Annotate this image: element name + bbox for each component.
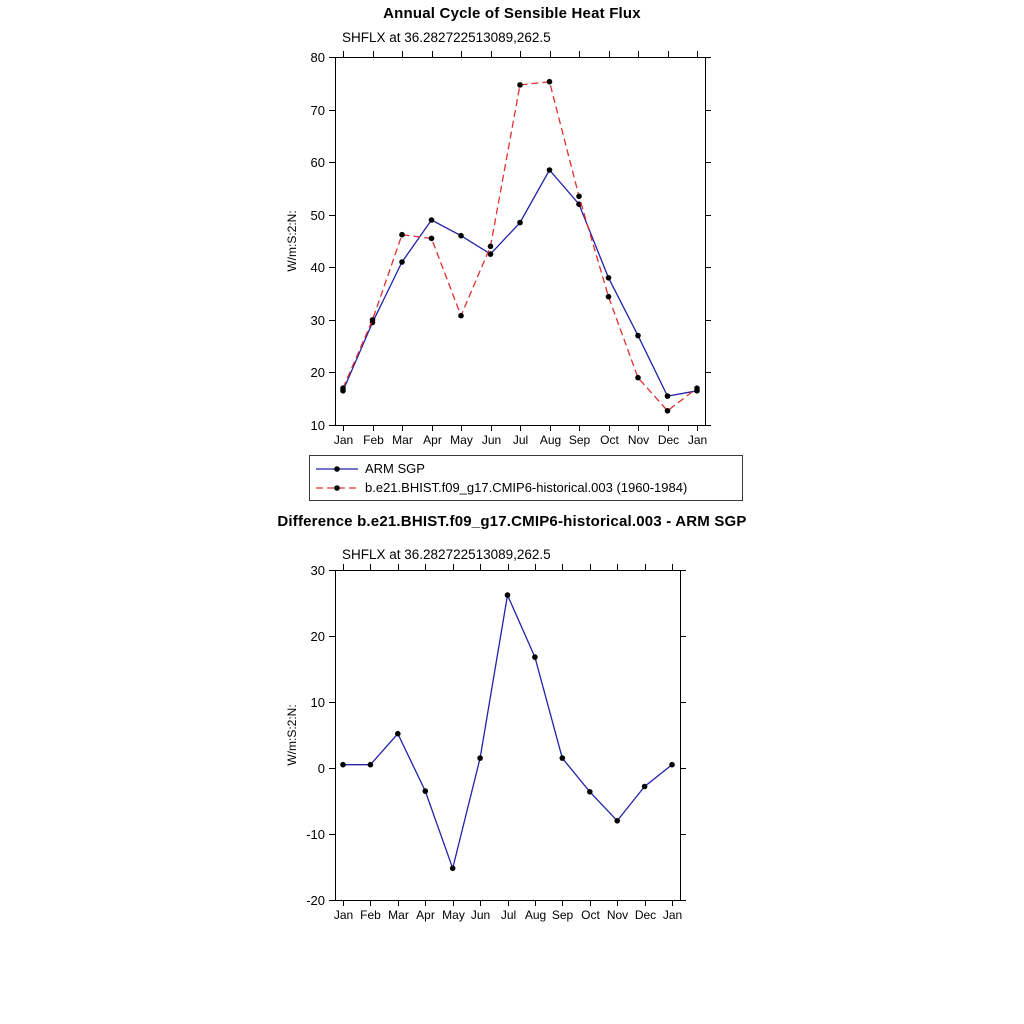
chart1-title: Annual Cycle of Sensible Heat Flux [383, 5, 641, 22]
y-tick-label: 50 [310, 208, 325, 223]
y-tick-label: -20 [306, 893, 325, 908]
y-tick-label: -10 [306, 827, 325, 842]
x-tick-label: Oct [581, 908, 600, 922]
x-tick-label: Jan [687, 433, 708, 447]
series-markers-1 [340, 79, 700, 414]
x-tick-label: Oct [600, 433, 619, 447]
legend-label-arm-sgp: ARM SGP [365, 461, 425, 476]
x-tick-label: Dec [634, 908, 657, 922]
x-tick-label: Nov [606, 908, 629, 922]
y-tick-label: 0 [317, 761, 325, 776]
y-axis-label: W/m:S:2:N: [285, 210, 299, 272]
x-tick-label: Jun [481, 433, 502, 447]
series-line-0 [343, 595, 672, 868]
chart1-plot-area [260, 40, 760, 460]
chart2-plot-area [260, 558, 760, 933]
y-tick-label: 10 [310, 695, 325, 710]
x-tick-label: Mar [392, 433, 413, 447]
y-tick-label: 40 [310, 260, 325, 275]
x-tick-label: Sep [568, 433, 591, 447]
legend-item-model [310, 478, 742, 497]
series-line-1 [343, 82, 697, 411]
x-tick-label: Jul [500, 908, 517, 922]
x-tick-label: Mar [388, 908, 409, 922]
chart2-subtitle: SHFLX at 36.282722513089,262.5 [342, 547, 551, 562]
y-tick-label: 30 [310, 563, 325, 578]
series-markers-0 [340, 167, 700, 399]
chart1-legend [309, 455, 743, 501]
legend-item-arm-sgp [310, 459, 742, 478]
x-tick-label: Sep [551, 908, 574, 922]
y-tick-label: 80 [310, 50, 325, 65]
y-tick-label: 30 [310, 313, 325, 328]
x-tick-label: Aug [524, 908, 547, 922]
chart1-subtitle: SHFLX at 36.282722513089,262.5 [342, 30, 551, 45]
y-axis-label: W/m:S:2:N: [285, 704, 299, 766]
x-tick-label: Jul [512, 433, 529, 447]
x-tick-label: Feb [363, 433, 384, 447]
x-tick-label: Jan [333, 433, 354, 447]
x-tick-label: May [450, 433, 473, 447]
x-tick-label: Nov [627, 433, 650, 447]
x-tick-label: Aug [539, 433, 562, 447]
y-tick-label: 60 [310, 155, 325, 170]
x-tick-label: Jun [470, 908, 491, 922]
legend-dashed-line-sample-icon [315, 482, 359, 494]
y-tick-label: 10 [310, 418, 325, 433]
series-line-0 [343, 170, 697, 396]
x-tick-label: Dec [657, 433, 680, 447]
x-tick-label: Apr [423, 433, 442, 447]
y-tick-label: 20 [310, 629, 325, 644]
series-markers-0 [340, 592, 675, 871]
x-tick-label: Jan [662, 908, 683, 922]
legend-solid-line-sample-icon [315, 463, 359, 475]
x-tick-label: Jan [333, 908, 354, 922]
legend-label-model: b.e21.BHIST.f09_g17.CMIP6-historical.003 (1960-1984) [365, 480, 688, 495]
axes-frame [329, 564, 686, 906]
axes-frame [329, 51, 711, 431]
y-tick-label: 20 [310, 365, 325, 380]
chart2-title: Difference b.e21.BHIST.f09_g17.CMIP6-historical.003 - ARM SGP [277, 513, 747, 530]
y-tick-label: 70 [310, 103, 325, 118]
x-tick-label: Apr [416, 908, 435, 922]
x-tick-label: May [442, 908, 465, 922]
x-tick-label: Feb [360, 908, 381, 922]
